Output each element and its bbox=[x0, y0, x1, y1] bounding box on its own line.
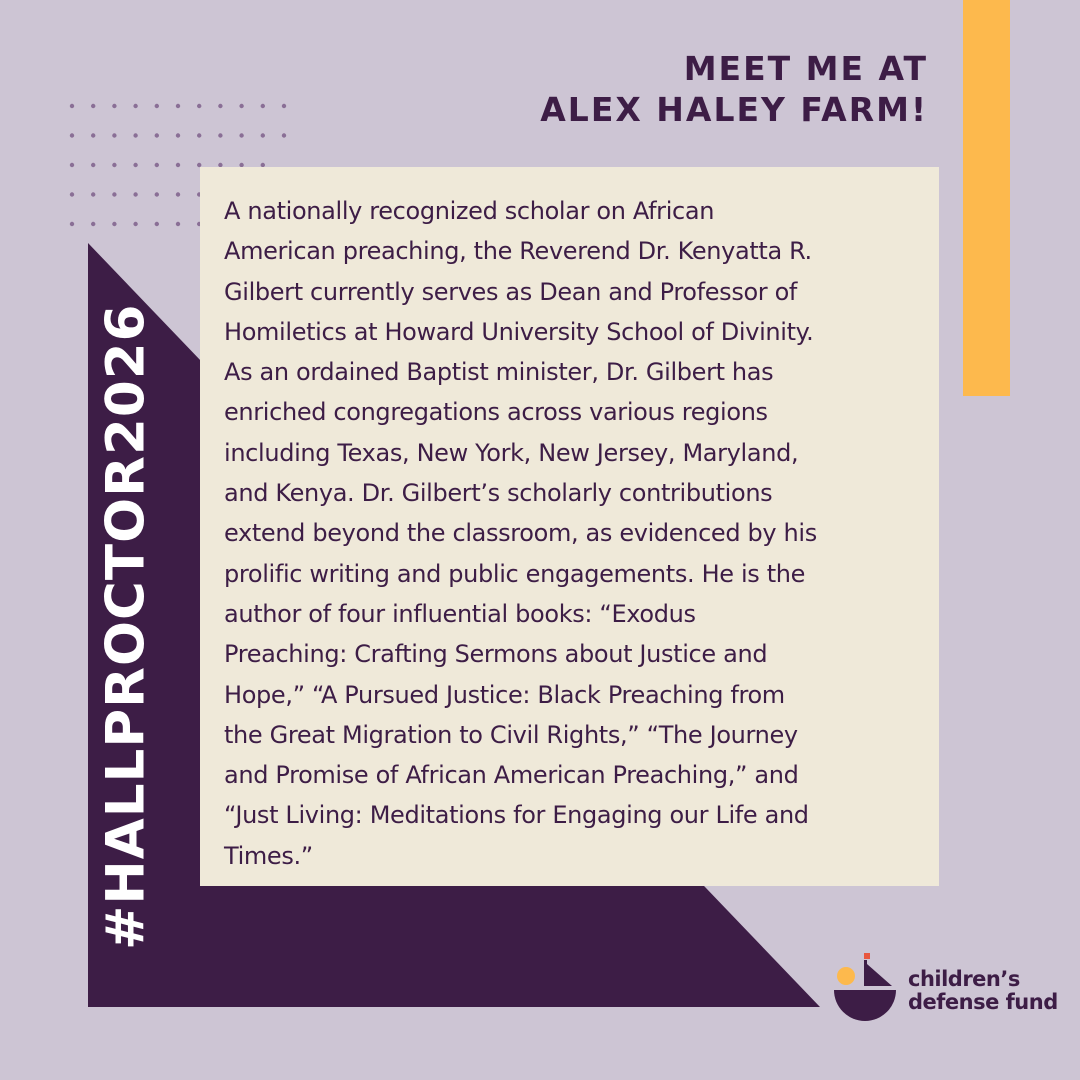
decorative-dot bbox=[133, 163, 137, 167]
bio-line: the Great Migration to Civil Rights,” “The Journey bbox=[224, 720, 798, 749]
bio-line: Times.” bbox=[224, 841, 313, 870]
heading-line-1: MEET ME AT bbox=[683, 49, 928, 88]
decorative-dot bbox=[112, 222, 116, 226]
decorative-dot bbox=[70, 192, 74, 196]
bio-line: prolific writing and public engagements. He is the bbox=[224, 559, 806, 588]
decorative-dot bbox=[70, 222, 74, 226]
decorative-dot bbox=[176, 192, 180, 196]
decorative-dot bbox=[176, 222, 180, 226]
decorative-dot bbox=[155, 222, 159, 226]
decorative-dot bbox=[261, 133, 265, 137]
childrens-defense-fund-logo bbox=[832, 950, 1072, 1030]
bio-line: author of four influential books: “Exodus bbox=[224, 599, 696, 628]
decorative-dot bbox=[70, 104, 74, 108]
decorative-dot bbox=[239, 133, 243, 137]
decorative-dot bbox=[91, 133, 95, 137]
decorative-dot bbox=[239, 104, 243, 108]
logo-line-1: children’s bbox=[908, 967, 1020, 991]
decorative-dot bbox=[282, 133, 286, 137]
bio-paragraph bbox=[224, 191, 915, 876]
bio-line: extend beyond the classroom, as evidenced by his bbox=[224, 519, 817, 548]
yellow-accent-bar bbox=[963, 0, 1010, 396]
decorative-dot bbox=[112, 133, 116, 137]
bio-line: and Promise of African American Preaching,” and bbox=[224, 761, 799, 790]
decorative-dot bbox=[112, 192, 116, 196]
decorative-dot bbox=[282, 104, 286, 108]
decorative-dot bbox=[155, 104, 159, 108]
decorative-dot bbox=[176, 133, 180, 137]
decorative-dot bbox=[218, 104, 222, 108]
decorative-dot bbox=[112, 104, 116, 108]
decorative-dot bbox=[70, 163, 74, 167]
decorative-dot bbox=[133, 222, 137, 226]
decorative-dot bbox=[155, 163, 159, 167]
bio-line: Hope,” “A Pursued Justice: Black Preaching from bbox=[224, 680, 785, 709]
decorative-dot bbox=[155, 192, 159, 196]
hashtag-label: #HALLPROCTOR2026 bbox=[95, 303, 157, 950]
decorative-dot bbox=[155, 133, 159, 137]
event-heading bbox=[540, 48, 928, 130]
bio-line: American preaching, the Reverend Dr. Kenyatta R. bbox=[224, 237, 812, 266]
decorative-dot bbox=[112, 163, 116, 167]
bio-line: As an ordained Baptist minister, Dr. Gilbert has bbox=[224, 358, 774, 387]
bio-line: enriched congregations across various regions bbox=[224, 398, 768, 427]
boat-logo-icon bbox=[832, 950, 898, 1026]
decorative-dot bbox=[91, 222, 95, 226]
bio-line: and Kenya. Dr. Gilbert’s scholarly contributions bbox=[224, 479, 773, 508]
bio-line: Homiletics at Howard University School of Divinity. bbox=[224, 317, 814, 346]
decorative-dot bbox=[91, 104, 95, 108]
bio-line: Gilbert currently serves as Dean and Professor of bbox=[224, 277, 798, 306]
decorative-dot bbox=[197, 104, 201, 108]
decorative-dot bbox=[261, 104, 265, 108]
decorative-dot bbox=[133, 104, 137, 108]
bio-line: A nationally recognized scholar on African bbox=[224, 197, 715, 225]
bio-line: Preaching: Crafting Sermons about Justice and bbox=[224, 640, 768, 669]
decorative-dot bbox=[218, 133, 222, 137]
decorative-dot bbox=[176, 163, 180, 167]
decorative-dot bbox=[133, 133, 137, 137]
bio-card bbox=[200, 167, 939, 886]
bio-line: “Just Living: Meditations for Engaging our Life and bbox=[224, 801, 809, 830]
decorative-dot bbox=[70, 133, 74, 137]
decorative-dot bbox=[176, 104, 180, 108]
logo-wordmark bbox=[908, 968, 1058, 1014]
decorative-dot bbox=[91, 192, 95, 196]
decorative-dot bbox=[91, 163, 95, 167]
heading-line-2: ALEX HALEY FARM! bbox=[540, 90, 928, 129]
decorative-dot bbox=[133, 192, 137, 196]
logo-line-2: defense fund bbox=[908, 990, 1058, 1014]
bio-line: including Texas, New York, New Jersey, Maryland, bbox=[224, 438, 799, 467]
decorative-dot bbox=[197, 133, 201, 137]
